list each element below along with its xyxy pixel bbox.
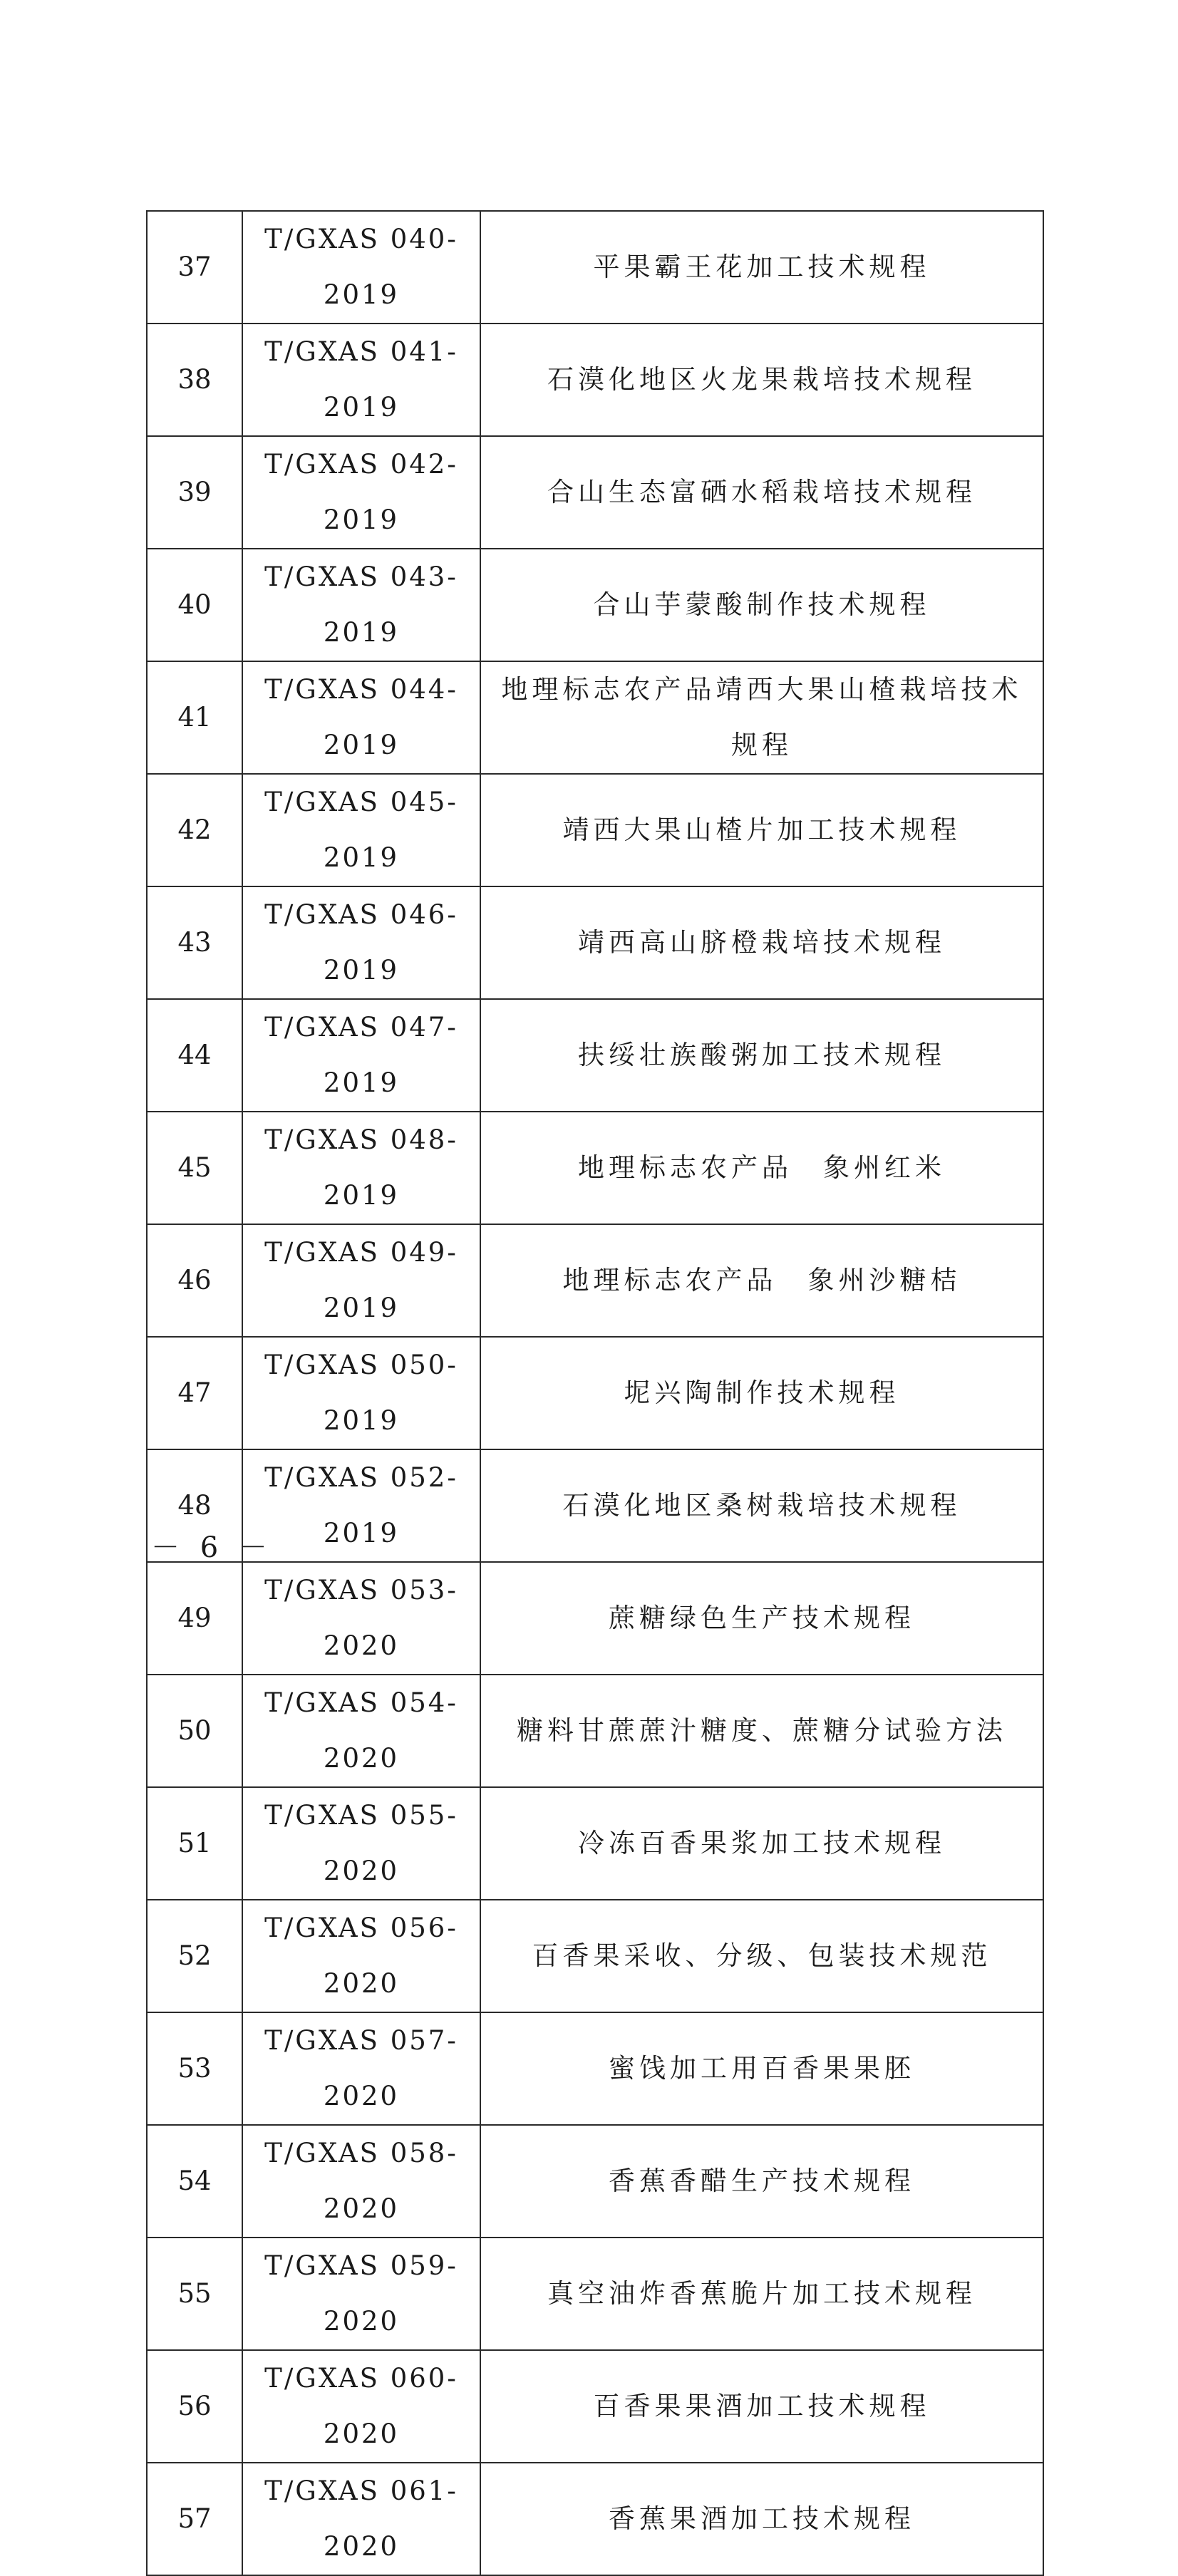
standard-code: T/GXAS 059-2020	[242, 2238, 480, 2350]
standard-title: 糖料甘蔗蔗汁糖度、蔗糖分试验方法	[480, 1675, 1043, 1787]
table-row	[147, 774, 1043, 886]
standard-title: 石漠化地区桑树栽培技术规程	[480, 1449, 1043, 1562]
table-row	[147, 1900, 1043, 2012]
table-row	[147, 1112, 1043, 1224]
table-row	[147, 1675, 1043, 1787]
row-number: 53	[147, 2012, 242, 2125]
standard-code: T/GXAS 041-2019	[242, 324, 480, 436]
standard-code: T/GXAS 049-2019	[242, 1224, 480, 1337]
row-number: 47	[147, 1337, 242, 1449]
standard-title: 坭兴陶制作技术规程	[480, 1337, 1043, 1449]
table-row	[147, 999, 1043, 1112]
standard-title: 百香果采收、分级、包装技术规范	[480, 1900, 1043, 2012]
standard-title: 蔗糖绿色生产技术规程	[480, 1562, 1043, 1675]
standard-title: 地理标志农产品 象州沙糖桔	[480, 1224, 1043, 1337]
standards-table	[146, 210, 1044, 2576]
standard-title: 地理标志农产品 象州红米	[480, 1112, 1043, 1224]
table-row	[147, 1224, 1043, 1337]
row-number: 45	[147, 1112, 242, 1224]
row-number: 39	[147, 436, 242, 549]
row-number: 41	[147, 661, 242, 774]
standard-code: T/GXAS 047-2019	[242, 999, 480, 1112]
standard-code: T/GXAS 055-2020	[242, 1787, 480, 1900]
standard-code: T/GXAS 060-2020	[242, 2350, 480, 2463]
table-row	[147, 2350, 1043, 2463]
row-number: 52	[147, 1900, 242, 2012]
table-row	[147, 2012, 1043, 2125]
standard-code: T/GXAS 054-2020	[242, 1675, 480, 1787]
row-number: 37	[147, 211, 242, 324]
standard-code: T/GXAS 048-2019	[242, 1112, 480, 1224]
row-number: 43	[147, 886, 242, 999]
row-number: 57	[147, 2463, 242, 2575]
table-row	[147, 1787, 1043, 1900]
standard-code: T/GXAS 057-2020	[242, 2012, 480, 2125]
table-row	[147, 886, 1043, 999]
table-row	[147, 2463, 1043, 2575]
standard-title: 石漠化地区火龙果栽培技术规程	[480, 324, 1043, 436]
standard-code: T/GXAS 050-2019	[242, 1337, 480, 1449]
table-row	[147, 211, 1043, 324]
standard-title: 靖西大果山楂片加工技术规程	[480, 774, 1043, 886]
standard-title: 蜜饯加工用百香果果胚	[480, 2012, 1043, 2125]
standard-code: T/GXAS 040-2019	[242, 211, 480, 324]
row-number: 42	[147, 774, 242, 886]
table-row	[147, 2125, 1043, 2238]
standard-title: 冷冻百香果浆加工技术规程	[480, 1787, 1043, 1900]
standard-title: 地理标志农产品靖西大果山楂栽培技术规程	[480, 661, 1043, 774]
standard-title: 靖西高山脐橙栽培技术规程	[480, 886, 1043, 999]
standard-code: T/GXAS 043-2019	[242, 549, 480, 661]
row-number: 49	[147, 1562, 242, 1675]
standard-title: 平果霸王花加工技术规程	[480, 211, 1043, 324]
row-number: 54	[147, 2125, 242, 2238]
standard-code: T/GXAS 046-2019	[242, 886, 480, 999]
standard-title: 香蕉香醋生产技术规程	[480, 2125, 1043, 2238]
row-number: 55	[147, 2238, 242, 2350]
page-number: － 6 －	[151, 1531, 273, 1564]
standard-title: 合山芋蒙酸制作技术规程	[480, 549, 1043, 661]
table-row	[147, 549, 1043, 661]
standard-code: T/GXAS 044-2019	[242, 661, 480, 774]
table-row	[147, 436, 1043, 549]
table-row	[147, 324, 1043, 436]
standard-code: T/GXAS 058-2020	[242, 2125, 480, 2238]
standard-code: T/GXAS 061-2020	[242, 2463, 480, 2575]
table-row	[147, 1337, 1043, 1449]
standards-table-body	[147, 211, 1043, 2575]
row-number: 51	[147, 1787, 242, 1900]
standard-title: 合山生态富硒水稻栽培技术规程	[480, 436, 1043, 549]
standard-code: T/GXAS 053-2020	[242, 1562, 480, 1675]
standard-title: 扶绥壮族酸粥加工技术规程	[480, 999, 1043, 1112]
row-number: 50	[147, 1675, 242, 1787]
standard-title: 百香果果酒加工技术规程	[480, 2350, 1043, 2463]
standard-title: 香蕉果酒加工技术规程	[480, 2463, 1043, 2575]
table-row	[147, 1562, 1043, 1675]
row-number: 56	[147, 2350, 242, 2463]
standard-code: T/GXAS 052-2019	[242, 1449, 480, 1562]
standard-code: T/GXAS 056-2020	[242, 1900, 480, 2012]
table-row	[147, 1449, 1043, 1562]
row-number: 44	[147, 999, 242, 1112]
standard-title: 真空油炸香蕉脆片加工技术规程	[480, 2238, 1043, 2350]
standard-code: T/GXAS 045-2019	[242, 774, 480, 886]
row-number: 48	[147, 1449, 242, 1562]
table-row	[147, 2238, 1043, 2350]
standard-code: T/GXAS 042-2019	[242, 436, 480, 549]
row-number: 40	[147, 549, 242, 661]
row-number: 38	[147, 324, 242, 436]
row-number: 46	[147, 1224, 242, 1337]
table-row	[147, 661, 1043, 774]
